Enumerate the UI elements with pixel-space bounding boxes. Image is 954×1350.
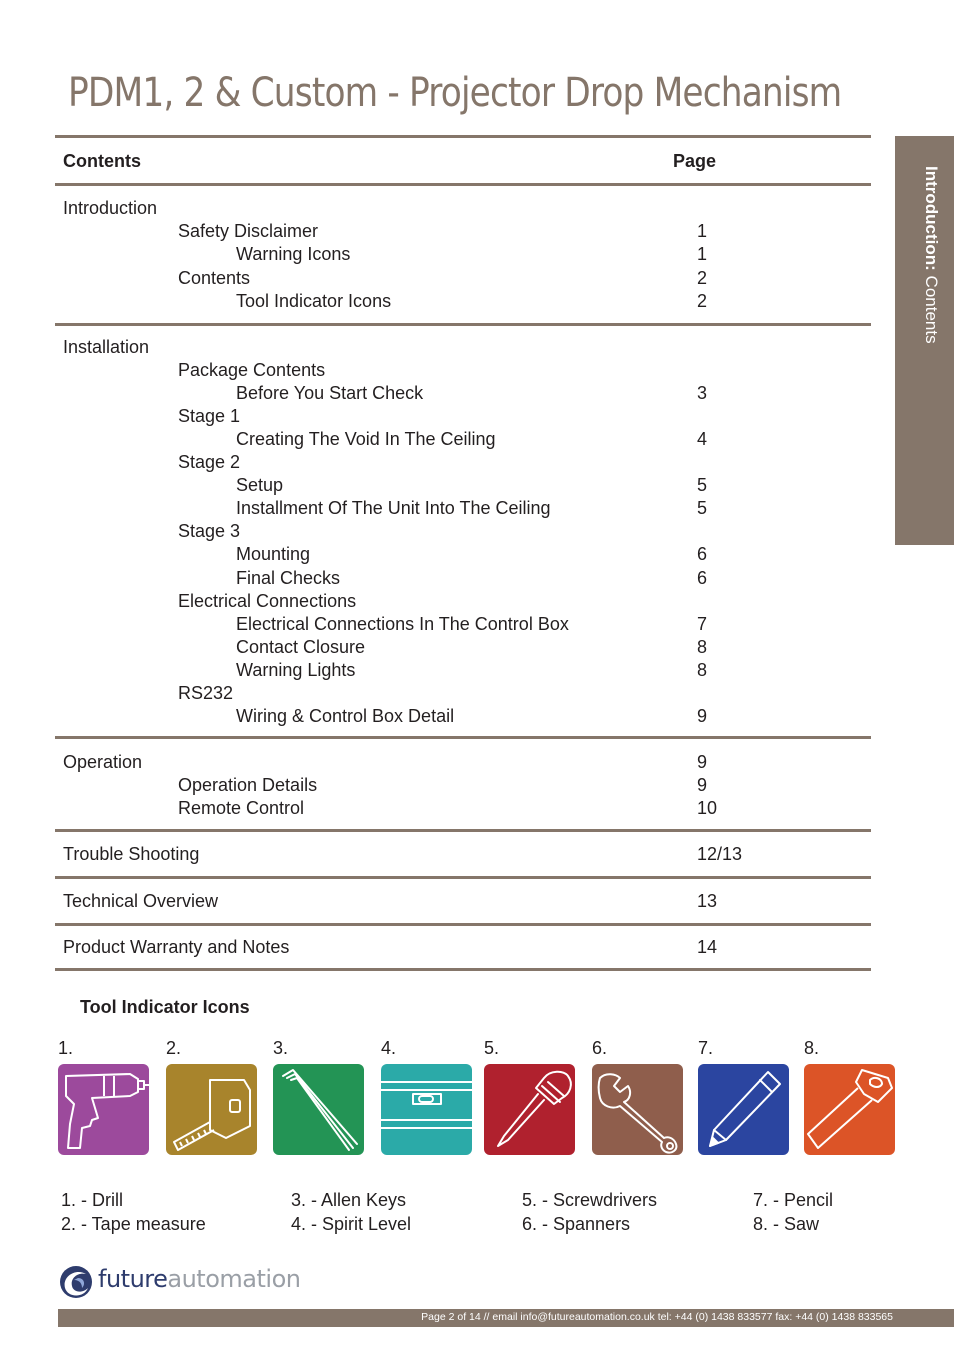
toc-page-number: 13: [697, 891, 718, 911]
toc-page-number: 1: [697, 244, 708, 264]
toc-page-number: 4: [697, 429, 708, 449]
footer-contact-text: Page 2 of 14 // email info@futureautomation.co.uk tel: +44 (0) 1438 833577 fax: +44 (0) 1438 833565: [421, 1311, 893, 1323]
divider: [55, 323, 871, 326]
company-logo: [58, 1262, 318, 1302]
toc-item: Operation Details: [178, 775, 318, 795]
toc-item: Remote Control: [178, 798, 305, 818]
toc-section-warranty: Product Warranty and Notes: [63, 937, 290, 957]
toc-page-number: 1: [697, 221, 708, 241]
saw-icon: [804, 1064, 895, 1155]
toc-section-trouble-shooting: Trouble Shooting: [63, 844, 200, 864]
tool-number: 7.: [698, 1038, 714, 1058]
tool-legend-item: 5. - Screwdrivers: [522, 1190, 658, 1210]
tool-number: 8.: [804, 1038, 820, 1058]
tool-legend-item: 3. - Allen Keys: [291, 1190, 407, 1210]
toc-item: Creating The Void In The Ceiling: [236, 429, 496, 449]
toc-item: Installment Of The Unit Into The Ceiling: [236, 498, 551, 518]
toc-item: Stage 1: [178, 406, 241, 426]
logo-swirl-icon: [58, 1264, 94, 1300]
toc-page-number: 10: [697, 798, 718, 818]
toc-item: Final Checks: [236, 568, 341, 588]
toc-page-number: 14: [697, 937, 718, 957]
toc-item: Mounting: [236, 544, 311, 564]
tool-legend-item: 8. - Saw: [753, 1214, 820, 1234]
toc-page-number: 9: [697, 775, 708, 795]
toc-section-operation: Operation: [63, 752, 143, 772]
tool-number: 4.: [381, 1038, 397, 1058]
toc-item: Setup: [236, 475, 284, 495]
toc-item: Electrical Connections: [178, 591, 357, 611]
toc-page-number: 8: [697, 660, 708, 680]
page-column-header: Page: [673, 151, 717, 171]
page-title: PDM1, 2 & Custom - Projector Drop Mechanism: [68, 70, 842, 116]
allen-keys-icon: [273, 1064, 364, 1155]
tool-legend-item: 7. - Pencil: [753, 1190, 834, 1210]
toc-item: RS232: [178, 683, 234, 703]
side-tab-section: Introduction:: [922, 166, 941, 271]
tool-legend-item: 2. - Tape measure: [61, 1214, 206, 1234]
divider: [55, 183, 871, 186]
tool-number: 6.: [592, 1038, 608, 1058]
toc-item: Contents: [178, 268, 251, 288]
toc-page-number: 5: [697, 475, 708, 495]
toc-item: Stage 2: [178, 452, 241, 472]
toc-section-technical-overview: Technical Overview: [63, 891, 219, 911]
logo-text-part2: automation: [167, 1265, 301, 1293]
footer-bar: [58, 1309, 954, 1327]
toc-item: Contact Closure: [236, 637, 366, 657]
tool-number: 1.: [58, 1038, 74, 1058]
toc-page-number: 12/13: [697, 844, 743, 864]
toc-item: Tool Indicator Icons: [236, 291, 392, 311]
divider: [55, 968, 871, 971]
toc-item: Electrical Connections In The Control Box: [236, 614, 569, 634]
toc-page-number: 9: [697, 752, 708, 772]
toc-page-number: 5: [697, 498, 708, 518]
toc-page-number: 3: [697, 383, 708, 403]
tape-measure-icon: [166, 1064, 257, 1155]
divider: [55, 736, 871, 739]
toc-page-number: 2: [697, 268, 708, 288]
tool-number: 5.: [484, 1038, 500, 1058]
logo-text-part1: future: [98, 1265, 168, 1293]
divider: [55, 829, 871, 832]
toc-page-number: 9: [697, 706, 708, 726]
drill-icon: [58, 1064, 149, 1155]
toc-page-number: 2: [697, 291, 708, 311]
toc-page-number: 6: [697, 568, 708, 588]
toc-item: Package Contents: [178, 360, 326, 380]
toc-page-number: 6: [697, 544, 708, 564]
side-section-tab: [895, 136, 954, 545]
toc-section-introduction: Introduction: [63, 198, 158, 218]
toc-page-number: 8: [697, 637, 708, 657]
toc-section-installation: Installation: [63, 337, 150, 357]
spanner-icon: [592, 1064, 683, 1155]
divider: [55, 923, 871, 926]
tool-legend-item: 4. - Spirit Level: [291, 1214, 412, 1234]
pencil-icon: [698, 1064, 789, 1155]
side-tab-subsection: Contents: [922, 275, 941, 344]
contents-column-header: Contents: [63, 151, 141, 171]
toc-item: Safety Disclaimer: [178, 221, 319, 241]
divider: [55, 135, 871, 138]
toc-item: Warning Lights: [236, 660, 356, 680]
tool-number: 3.: [273, 1038, 289, 1058]
tool-icons-heading: Tool Indicator Icons: [80, 997, 250, 1017]
toc-item: Stage 3: [178, 521, 241, 541]
divider: [55, 876, 871, 879]
screwdriver-icon: [484, 1064, 575, 1155]
tool-legend-item: 6. - Spanners: [522, 1214, 631, 1234]
spirit-level-icon: [381, 1064, 472, 1155]
toc-item: Wiring & Control Box Detail: [236, 706, 455, 726]
toc-item: Before You Start Check: [236, 383, 424, 403]
toc-item: Warning Icons: [236, 244, 351, 264]
tool-number: 2.: [166, 1038, 182, 1058]
tool-legend-item: 1. - Drill: [61, 1190, 123, 1210]
toc-page-number: 7: [697, 614, 708, 634]
